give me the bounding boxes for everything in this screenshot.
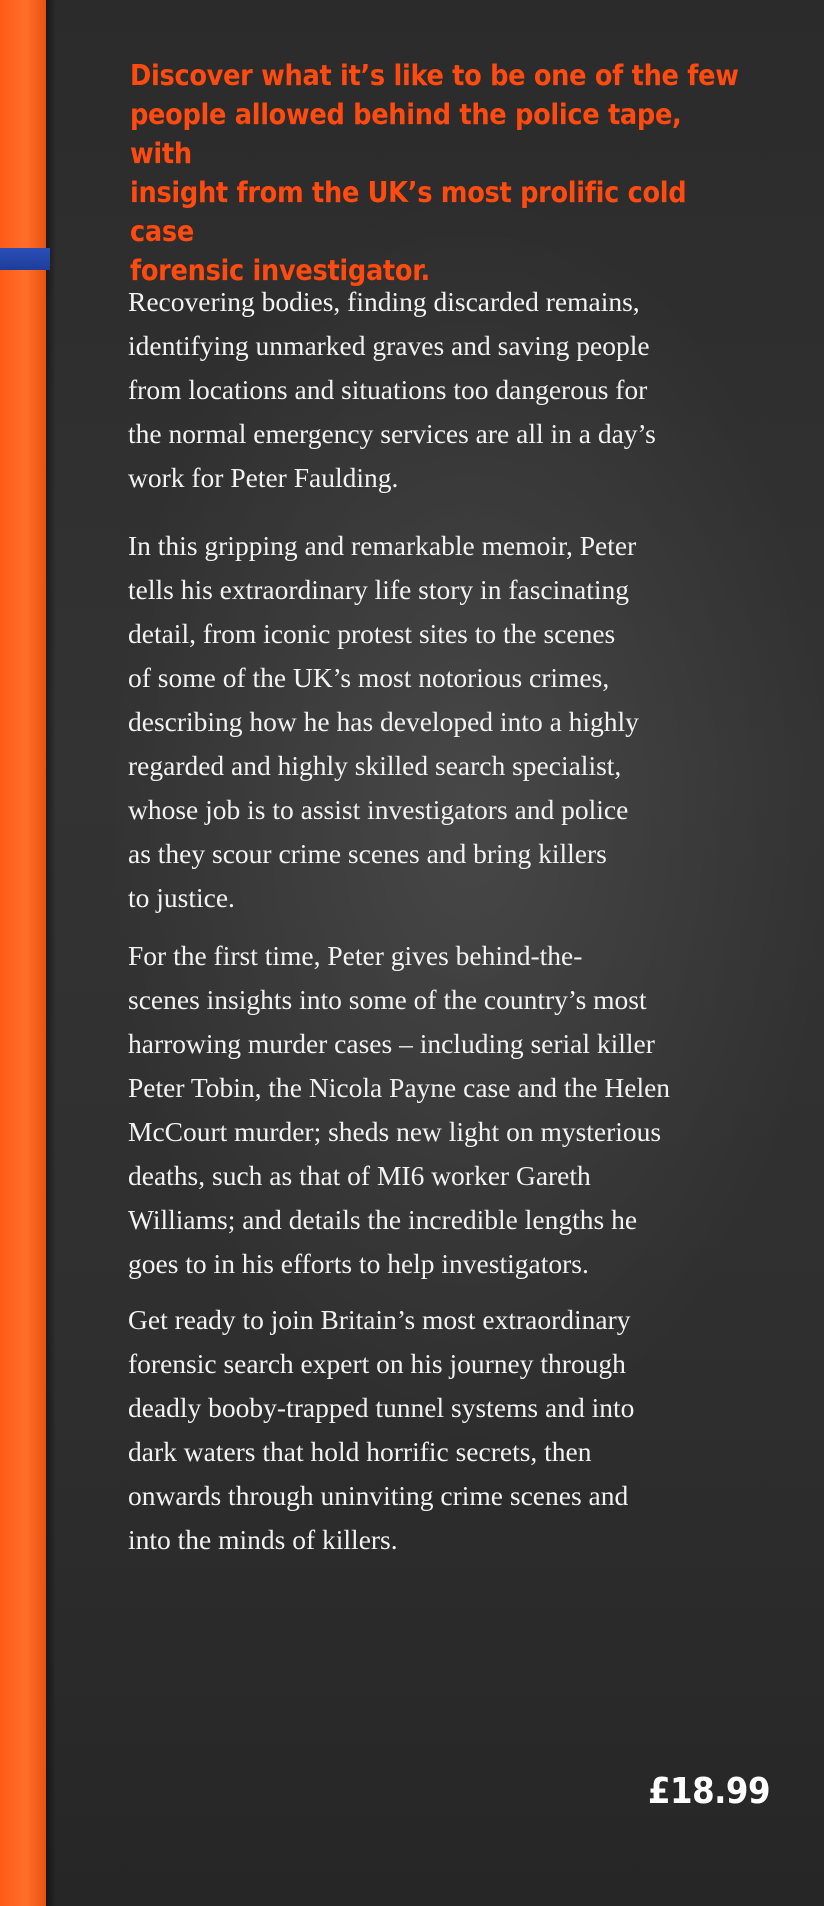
text-line: tells his extraordinary life story in fascinating xyxy=(128,574,629,605)
tagline xyxy=(130,56,750,290)
text-line: the normal emergency services are all in a day’s xyxy=(128,418,656,449)
text-line: detail, from iconic protest sites to the scenes xyxy=(128,618,616,649)
blurb-paragraph-1 xyxy=(128,280,728,500)
text-line: whose job is to assist investigators and police xyxy=(128,794,629,825)
text-line: to justice. xyxy=(128,882,235,913)
text-line: forensic search expert on his journey through xyxy=(128,1348,626,1379)
spine-shadow xyxy=(46,0,56,1906)
tagline-line: people allowed behind the police tape, with xyxy=(130,98,682,170)
text-line: Peter Tobin, the Nicola Payne case and the Helen xyxy=(128,1072,671,1103)
text-line: For the first time, Peter gives behind-the- xyxy=(128,940,583,971)
text-line: from locations and situations too dangerous for xyxy=(128,374,648,405)
text-line: describing how he has developed into a highly xyxy=(128,706,639,737)
text-line: deadly booby-trapped tunnel systems and into xyxy=(128,1392,635,1423)
text-line: McCourt murder; sheds new light on mysterious xyxy=(128,1116,662,1147)
tagline-line: Discover what it’s like to be one of the few xyxy=(130,59,739,92)
text-line: work for Peter Faulding. xyxy=(128,462,399,493)
text-line: regarded and highly skilled search specialist, xyxy=(128,750,622,781)
text-line: deaths, such as that of MI6 worker Gareth xyxy=(128,1160,591,1191)
tagline-line: insight from the UK’s most prolific cold case xyxy=(130,176,687,248)
text-line: as they scour crime scenes and bring killers xyxy=(128,838,607,869)
orange-spine-stripe xyxy=(0,0,46,1906)
text-line: onwards through uninviting crime scenes and xyxy=(128,1480,629,1511)
text-line: Recovering bodies, finding discarded remains, xyxy=(128,286,640,317)
text-line: harrowing murder cases – including serial killer xyxy=(128,1028,655,1059)
blurb-paragraph-4 xyxy=(128,1298,728,1562)
text-line: In this gripping and remarkable memoir, Peter xyxy=(128,530,637,561)
text-line: identifying unmarked graves and saving people xyxy=(128,330,650,361)
text-line: Williams; and details the incredible lengths he xyxy=(128,1204,638,1235)
blurb-paragraph-3 xyxy=(128,934,728,1286)
tagline-line: forensic investigator. xyxy=(130,254,430,287)
blurb-paragraph-2 xyxy=(128,524,728,920)
price-label: £18.99 xyxy=(648,1771,770,1812)
blue-spine-band xyxy=(0,248,50,270)
text-line: into the minds of killers. xyxy=(128,1524,398,1555)
text-line: goes to in his efforts to help investigators. xyxy=(128,1248,589,1279)
text-line: scenes insights into some of the country’s most xyxy=(128,984,647,1015)
text-line: of some of the UK’s most notorious crimes, xyxy=(128,662,610,693)
text-line: dark waters that hold horrific secrets, then xyxy=(128,1436,592,1467)
text-line: Get ready to join Britain’s most extraordinary xyxy=(128,1304,631,1335)
